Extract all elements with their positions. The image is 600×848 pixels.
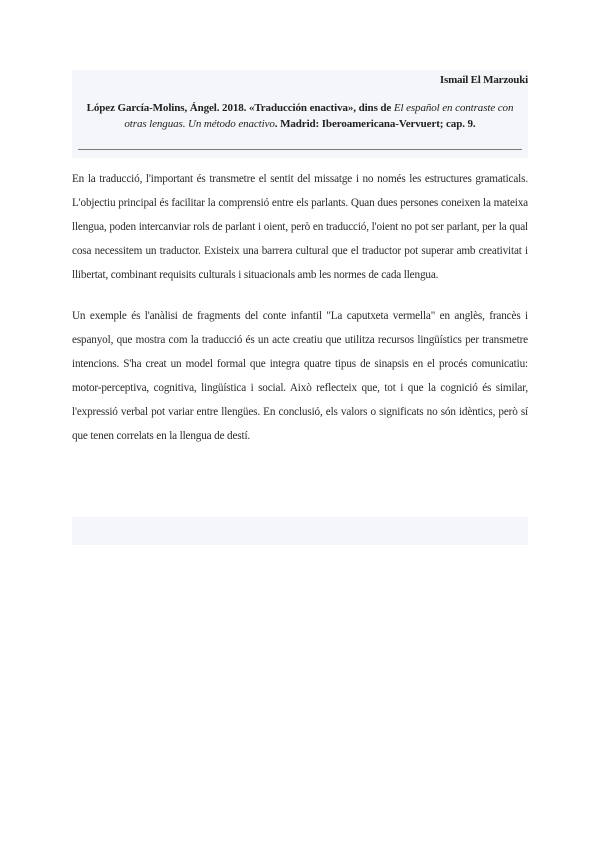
author-name: Ismail El Marzouki xyxy=(439,74,528,86)
summary-text xyxy=(72,167,528,465)
paragraph-2: Un exemple és l'anàlisi de fragments del conte infantil "La caputxeta vermella" en anglès, francès i espanyol, que mostra com la traducció és un acte creatiu que utilitza recursos lingüístics per transmetre intencions. S'ha creat un model formal que integra quatre tipus de sinapsis en el procés comunicatiu: motor-perceptiva, cognitiva, lingüística i social. Això reflecteix que, tot i que la cognició és similar, l'expressió verbal pot variar entre llengües. En conclusió, els valors o significats no són idèntics, però sí que tenen correlats en la llengua de destí. xyxy=(72,310,528,442)
header-box xyxy=(72,70,528,158)
reference-part-1: López García-Molins, Ángel. 2018. «Traducción enactiva», dins de xyxy=(86,102,394,114)
reference-part-2: . Madrid: Iberoamericana-Vervuert; cap. 9. xyxy=(274,118,476,130)
bibliographic-reference xyxy=(78,100,522,132)
header-divider xyxy=(78,149,522,150)
paragraph-1: En la traducció, l'important és transmetre el sentit del missatge i no només les estructures gramaticals. L'objectiu principal és facilitar la comprensió entre els parlants. Quan dues persones coneixen la mateixa llengua, poden intercanviar rols de parlant i oient, però en traducció, l'oient no pot ser parlant, per la qual cosa necessitem un traductor. Existeix una barrera cultural que el traductor pot superar amb creativitat i llibertat, combinant requisits culturals i situacionals amb les normes de cada llengua. xyxy=(72,173,528,281)
reference-book-title: El español en contraste con otras lenguas. Un método enactivo xyxy=(124,102,514,130)
footer-box xyxy=(72,517,528,545)
